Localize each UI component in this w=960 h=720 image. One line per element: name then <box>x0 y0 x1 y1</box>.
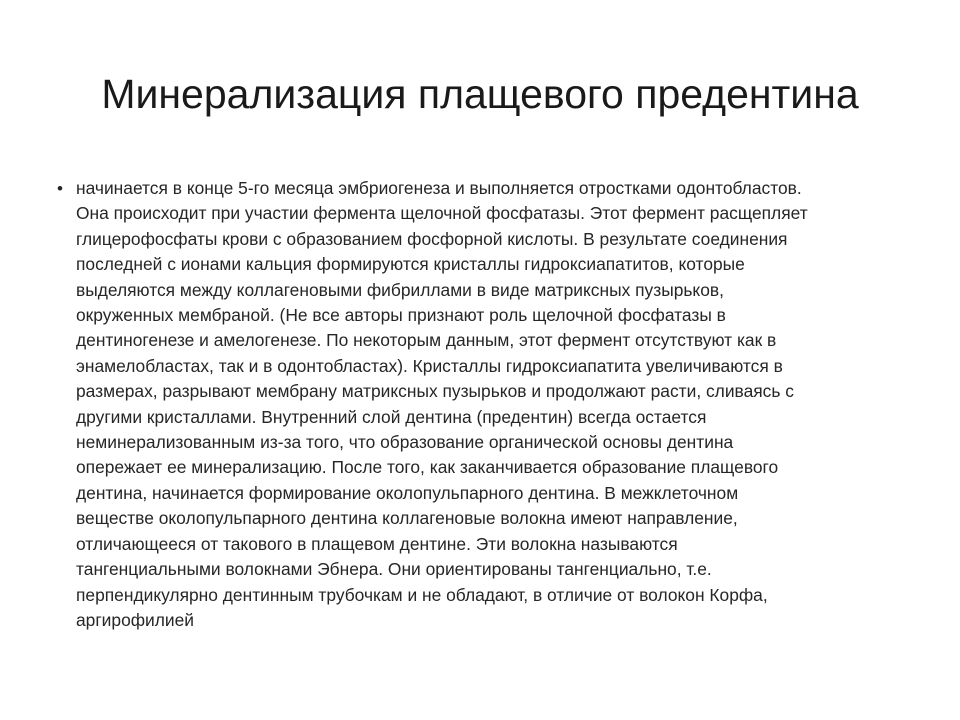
bullet-text-line: дентиногенезе и амелогенезе. По некоторым данным, этот фермент отсутствуют как в <box>76 330 777 351</box>
slide-title: Минерализация плащевого предентина <box>101 71 859 117</box>
bullet-text-line: веществе околопульпарного дентина коллагеновые волокна имеют направление, <box>76 508 738 529</box>
bullet-text-line: отличающееся от такового в плащевом дентине. Эти волокна называются <box>76 533 678 554</box>
bullet-text-line: Она происходит при участии фермента щелочной фосфатазы. Этот фермент расщепляет <box>76 203 808 224</box>
bullet-text-line: дентина, начинается формирование околопульпарного дентина. В межклеточном <box>76 482 739 503</box>
bullet-text-line: окруженных мембраной. (Не все авторы признают роль щелочной фосфатазы в <box>76 305 726 326</box>
bullet-text-line: размерах, разрывают мембрану матриксных пузырьков и продолжают расти, сливаясь с <box>76 381 794 402</box>
bullet-text-line: начинается в конце 5-го месяца эмбриогенеза и выполняется отростками одонтобластов. <box>76 178 802 198</box>
bullet-text-line: выделяются между коллагеновыми фибриллами в виде матриксных пузырьков, <box>76 279 724 300</box>
bullet-dot-icon: • <box>57 179 63 198</box>
bullet-text-line: опережает ее минерализацию. После того, как заканчивается образование плащевого <box>76 457 779 478</box>
bullet-text-line: тангенциальными волокнами Эбнера. Они ориентированы тангенциально, т.е. <box>76 559 712 580</box>
bullet-text-line: аргирофилией <box>76 609 195 630</box>
bullet-text-line: энамелобластах, так и в одонтобластах). Кристаллы гидроксиапатита увеличиваются в <box>76 355 783 376</box>
bullet-text-line: перпендикулярно дентинным трубочкам и не обладают, в отличие от волокон Корфа, <box>76 584 768 605</box>
bullet-text-line: глицерофосфаты крови с образованием фосфорной кислоты. В результате соединения <box>76 228 788 249</box>
bullet-text-line: последней с ионами кальция формируются кристаллы гидроксиапатитов, которые <box>76 254 745 275</box>
bullet-item <box>56 176 876 633</box>
slide-body <box>56 176 876 633</box>
bullet-text-line: неминерализованным из-за того, что образование органической основы дентина <box>76 432 734 453</box>
bullet-text-line: другими кристаллами. Внутренний слой дентина (предентин) всегда остается <box>76 406 707 427</box>
